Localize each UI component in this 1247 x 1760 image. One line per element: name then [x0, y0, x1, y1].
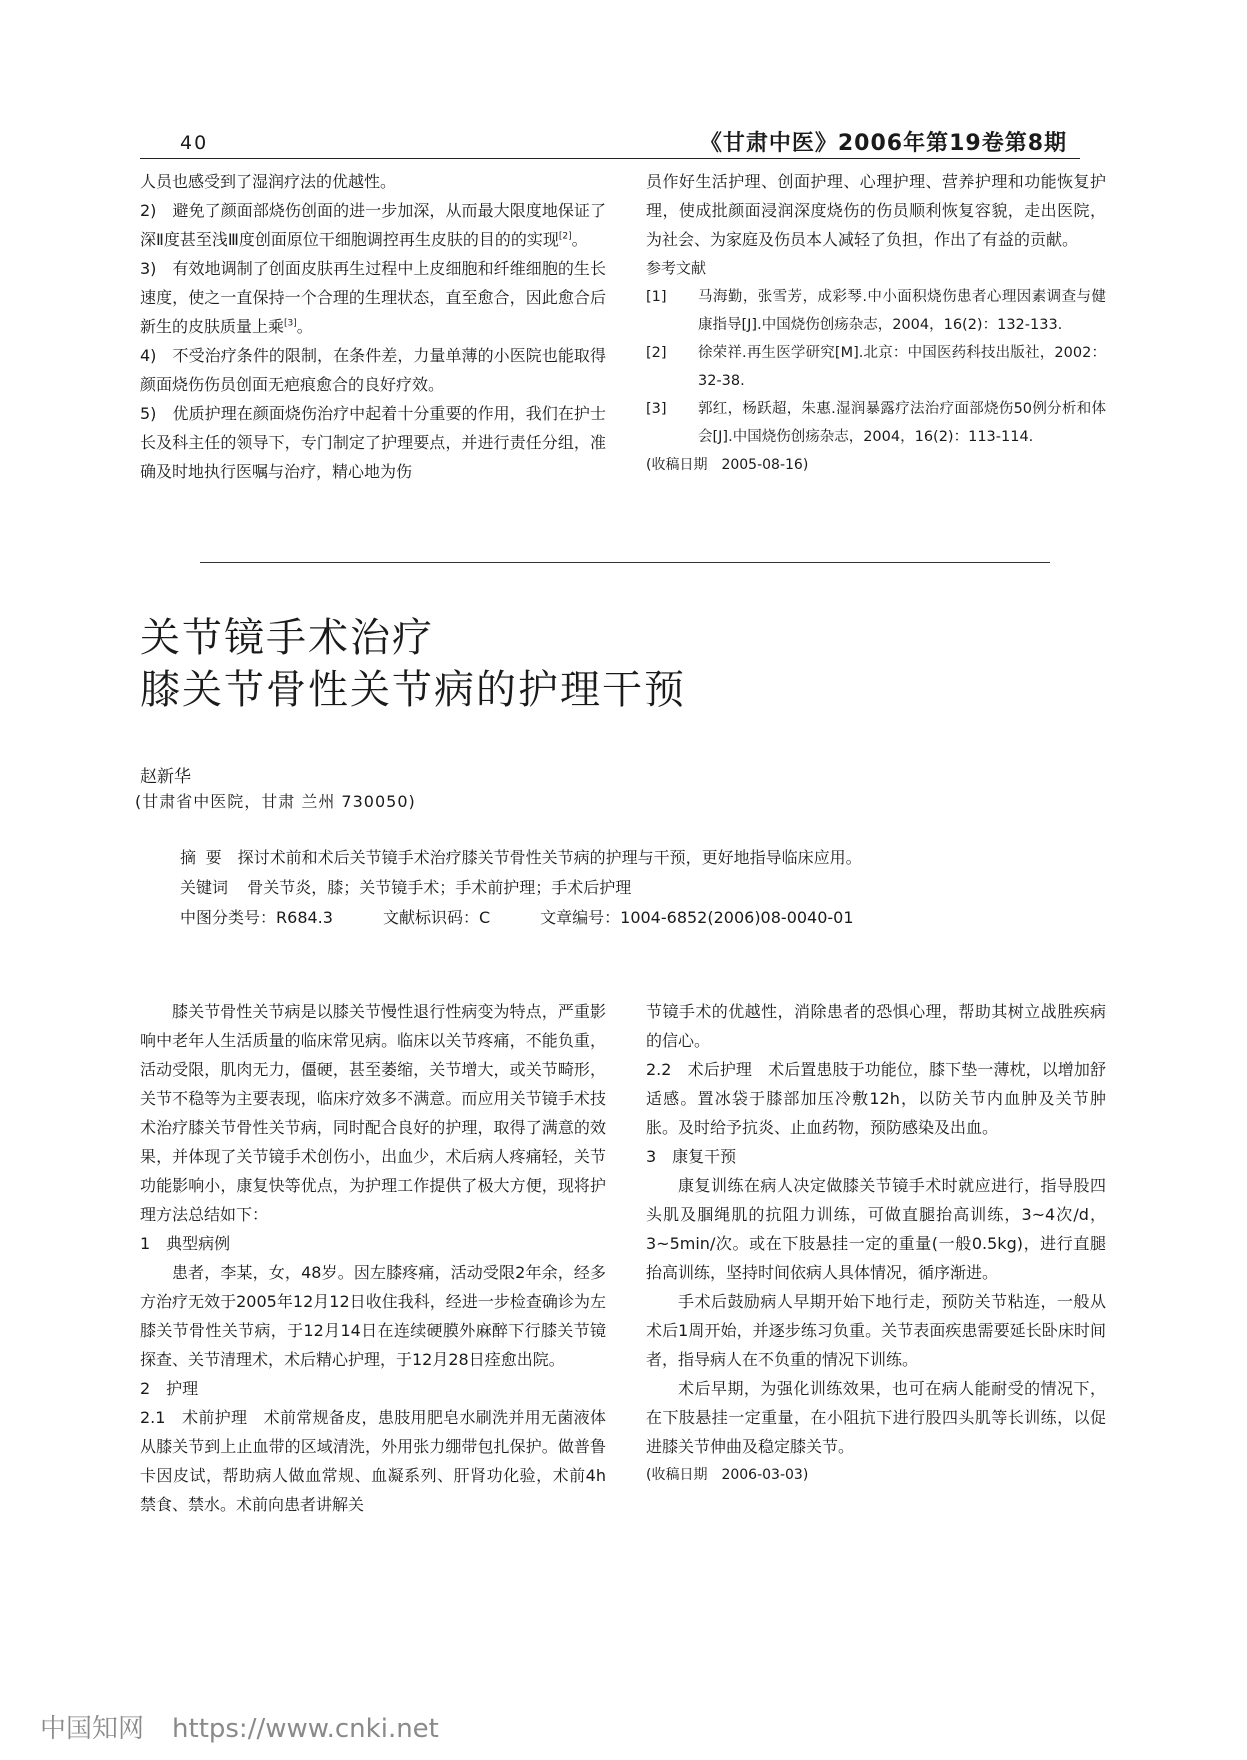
paragraph: 2) 避免了颜面部烧伤创面的进一步加深，从而最大限度地保证了深Ⅱ度甚至浅Ⅲ度创面原位干细胞调控再生皮肤的目的的实现[2]。 [140, 201, 606, 249]
section-heading: 1 典型病例 [140, 1234, 231, 1253]
article-no-value: 1004-6852(2006)08-0040-01 [620, 908, 854, 927]
paragraph: 手术后鼓励病人早期开始下地行走，预防关节粘连，一般从术后1周开始，并逐步练习负重。关节表面疾患需要延长卧床时间者，指导病人在不负重的情况下训练。 [646, 1292, 1106, 1369]
paragraph: 2.2 术后护理 术后置患肢于功能位，膝下垫一薄枕，以增加舒适感。置冰袋于膝部加压冷敷12h，以防关节内血肿及关节肿胀。及时给予抗炎、止血药物，预防感染及出血。 [646, 1060, 1106, 1137]
title-line: 膝关节骨性关节病的护理干预 [140, 667, 686, 713]
watermark [40, 1708, 439, 1745]
paragraph: 膝关节骨性关节病是以膝关节慢性退行性病变为特点，严重影响中老年人生活质量的临床常见病。临床以关节疼痛，不能负重，活动受限，肌肉无力，僵硬，甚至萎缩，关节增大，或关节畸形，关节不稳等为主要表现，临床疗效多不满意。而应用关节镜手术技术治疗膝关节骨性关节病，同时配合良好的护理，取得了满意的效果，并体现了关节镜手术创伤小，出血少，术后病人疼痛轻，关节功能影响小，康复快等优点，为护理工作提供了极大方便，现将护理方法总结如下： [140, 1002, 606, 1224]
paragraph: 节镜手术的优越性，消除患者的恐惧心理，帮助其树立战胜疾病的信心。 [646, 1002, 1106, 1050]
abstract-label: 摘要 [180, 848, 232, 867]
header-rule [140, 158, 1080, 159]
clc-label: 中图分类号： [180, 908, 277, 927]
watermark-url: https://www.cnki.net [172, 1714, 439, 1744]
section-heading: 3 康复干预 [646, 1147, 737, 1166]
abstract-block [180, 843, 1060, 933]
paragraph: 患者，李某，女，48岁。因左膝疼痛，活动受限2年余，经多方治疗无效于2005年12月12日收住我科，经进一步检查确诊为左膝关节骨性关节病，于12月14日在连续硬膜外麻醉下行膝关节镜探查、关节清理术，术后精心护理，于12月28日痊愈出院。 [140, 1263, 606, 1369]
classification [180, 903, 1060, 933]
keywords: 关键词 骨关节炎，膝；关节镜手术；手术前护理；手术后护理 [180, 878, 632, 897]
paragraph: 5) 优质护理在颜面烧伤治疗中起着十分重要的作用，我们在护士长及科主任的领导下，专门制定了护理要点，并进行责任分组，准确及时地执行医嘱与治疗，精心地为伤 [140, 404, 606, 481]
article-no-label: 文章编号： [540, 908, 621, 927]
prev-article-left-column [140, 167, 606, 486]
citation: [3] [284, 318, 297, 329]
section-heading: 2 护理 [140, 1379, 199, 1398]
doc-code-value: C [478, 908, 491, 927]
reference-item: [3] 郭红，杨跃超，朱惠.湿润暴露疗法治疗面部烧伤50例分析和体会[J].中国烧伤创疡杂志，2004，16(2)：113-114. [646, 401, 1106, 445]
author: 赵新华 [140, 767, 191, 787]
reference-item: [1] 马海勤，张雪芳，成彩琴.中小面积烧伤患者心理因素调查与健康指导[J].中国烧伤创疡杂志，2004，16(2)：132-133. [646, 289, 1106, 333]
reference-item: [2] 徐荣祥.再生医学研究[M].北京：中国医药科技出版社，2002：32-38. [646, 345, 1106, 389]
abstract: 摘要 探讨术前和术后关节镜手术治疗膝关节骨性关节病的护理与干预，更好地指导临床应用。 [180, 848, 862, 867]
received-date: (收稿日期 2006-03-03) [646, 1467, 809, 1483]
doc-code-label: 文献标识码： [382, 908, 479, 927]
paragraph: 人员也感受到了湿润疗法的优越性。 [140, 172, 397, 191]
page-number: 40 [180, 132, 209, 154]
article-title [140, 612, 686, 716]
citation: [2] [558, 231, 572, 242]
title-line: 关节镜手术治疗 [140, 615, 434, 661]
clc-value: R684.3 [276, 908, 333, 927]
references-title: 参考文献 [646, 259, 707, 277]
paragraph: 2.1 术前护理 术前常规备皮，患肢用肥皂水刷洗并用无菌液体从膝关节到上止血带的区域清洗，外用张力绷带包扎保护。做普鲁卡因皮试，帮助病人做血常规、血凝系列、肝肾功化验，术前4h禁食、禁水。术前向患者讲解关 [140, 1408, 606, 1514]
paragraph: 3) 有效地调制了创面皮肤再生过程中上皮细胞和纤维细胞的生长速度，使之一直保持一个合理的生理状态，直至愈合，因此愈合后新生的皮肤质量上乘[3]。 [140, 259, 606, 336]
article-left-column [140, 997, 606, 1519]
keywords-label: 关键词 [180, 878, 229, 897]
received-date: (收稿日期 2005-08-16) [646, 457, 809, 473]
section-divider [200, 562, 1050, 563]
paragraph: 术后早期，为强化训练效果，也可在病人能耐受的情况下，在下肢悬挂一定重量，在小阻抗下进行股四头肌等长训练，以促进膝关节伸曲及稳定膝关节。 [646, 1379, 1106, 1456]
paragraph: 员作好生活护理、创面护理、心理护理、营养护理和功能恢复护理，使成批颜面浸润深度烧伤的伤员顺利恢复容貌，走出医院，为社会、为家庭及伤员本人减轻了负担，作出了有益的贡献。 [646, 172, 1106, 249]
paragraph: 4) 不受治疗条件的限制，在条件差，力量单薄的小医院也能取得颜面烧伤伤员创面无疤痕愈合的良好疗效。 [140, 346, 606, 394]
article-right-column [646, 997, 1106, 1490]
paragraph: 康复训练在病人决定做膝关节镜手术时就应进行，指导股四头肌及腘绳肌的抗阻力训练，可做直腿抬高训练，3~4次/d，3~5min/次。或在下肢悬挂一定的重量(一般0.5kg)，进行直腿抬高训练，坚持时间依病人具体情况，循序渐进。 [646, 1176, 1106, 1282]
journal-header: 《甘肃中医》2006年第19卷第8期 [699, 131, 1067, 156]
affiliation: (甘肃省中医院，甘肃 兰州 730050) [135, 792, 416, 811]
watermark-brand: 中国知网 [40, 1714, 145, 1744]
prev-article-right-column [646, 167, 1106, 480]
